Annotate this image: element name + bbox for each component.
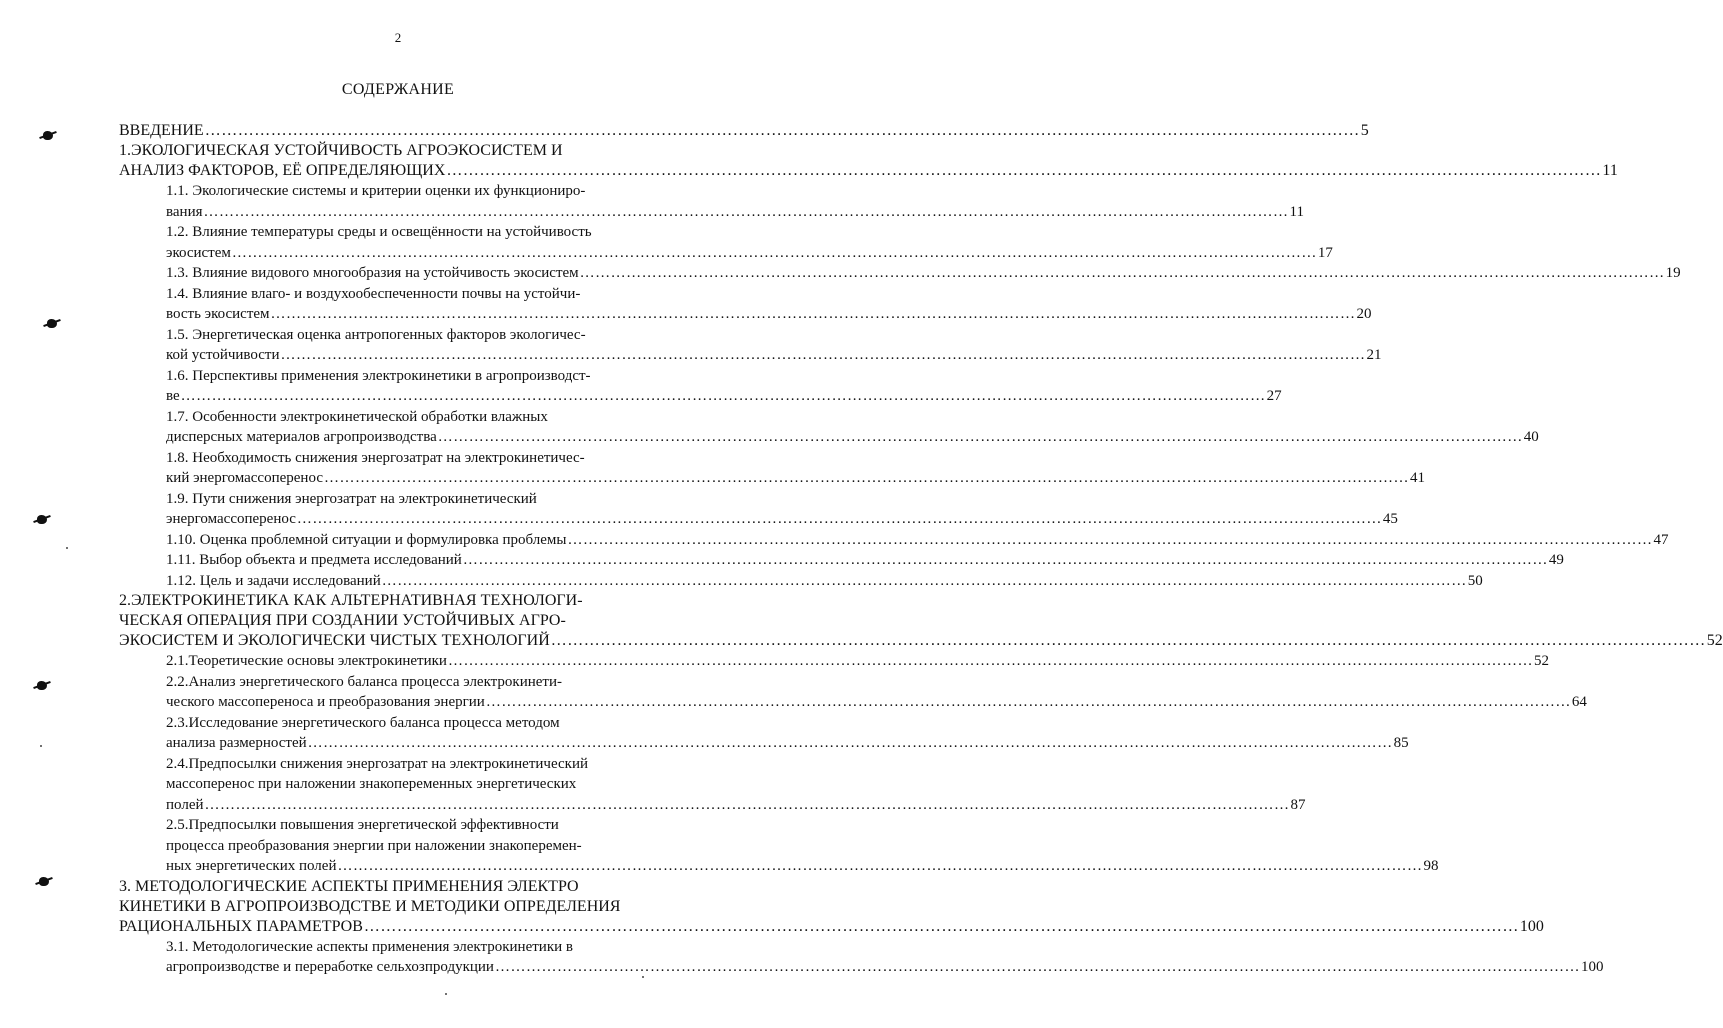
toc-subsection xyxy=(166,407,1539,448)
toc-entry-line: кой устойчивости xyxy=(166,347,280,363)
toc-entry-row xyxy=(166,304,1372,325)
toc-page-number: 45 xyxy=(1382,511,1398,527)
toc-entry-line: 1.9. Пути снижения энергозатрат на электрокинетический xyxy=(166,490,537,507)
toc-subsection xyxy=(166,222,1333,263)
dot-leader: ………………………………………………………………………………………………………………………………………………………………………………………… xyxy=(567,531,1653,548)
dot-leader: ………………………………………………………………………………………………………………………………………………………………………………………… xyxy=(323,470,1409,486)
toc-entry-row xyxy=(166,509,1398,530)
toc-subsection xyxy=(166,651,1549,672)
toc-entry-line: ЧЕСКАЯ ОПЕРАЦИЯ ПРИ СОЗДАНИИ УСТОЙЧИВЫХ АГРО- xyxy=(119,612,566,629)
toc-entry-line: 3. МЕТОДОЛОГИЧЕСКИЕ АСПЕКТЫ ПРИМЕНЕНИЯ ЭЛЕКТРО xyxy=(119,877,579,895)
table-of-contents xyxy=(119,121,1723,978)
toc-page-number: 11 xyxy=(1602,162,1618,179)
dot-leader: ………………………………………………………………………………………………………………………………………………………………………………………… xyxy=(204,122,1360,139)
dot-leader: ………………………………………………………………………………………………………………………………………………………………………………………… xyxy=(494,959,1580,975)
dot-leader: ………………………………………………………………………………………………………………………………………………………………………………………… xyxy=(437,429,1523,445)
toc-subsection xyxy=(166,713,1409,754)
toc-subsection xyxy=(166,571,1483,592)
scan-speck xyxy=(37,515,47,524)
dot-leader: ………………………………………………………………………………………………………………………………………………………………………………………… xyxy=(337,858,1423,874)
toc-entry-line: АНАЛИЗ ФАКТОРОВ, ЕЁ ОПРЕДЕЛЯЮЩИХ xyxy=(119,162,446,179)
toc-entry-line: 1.2. Влияние температуры среды и освещённости на устойчивость xyxy=(166,224,592,240)
toc-entry-row xyxy=(166,957,1604,978)
toc-subsection xyxy=(166,284,1372,325)
dot-leader: ………………………………………………………………………………………………………………………………………………………………………………………… xyxy=(447,653,1533,669)
toc-page-number: 49 xyxy=(1548,552,1564,568)
dot-leader: ………………………………………………………………………………………………………………………………………………………………………………………… xyxy=(180,388,1266,404)
toc-section xyxy=(119,877,1544,937)
toc-entry-row xyxy=(166,856,1439,877)
toc-entry-row xyxy=(166,263,1681,284)
toc-subsection xyxy=(166,754,1306,816)
toc-entry-line: ЭКОСИСТЕМ И ЭКОЛОГИЧЕСКИ ЧИСТЫХ ТЕХНОЛОГИЙ xyxy=(119,632,550,649)
toc-entry-row xyxy=(166,202,1304,223)
toc-entry-line: 2.ЭЛЕКТРОКИНЕТИКА КАК АЛЬТЕРНАТИВНАЯ ТЕХНОЛОГИ- xyxy=(119,592,583,609)
toc-page-number: 17 xyxy=(1317,244,1333,261)
dot-leader: ………………………………………………………………………………………………………………………………………………………………………………………… xyxy=(270,306,1356,322)
dot-leader: ………………………………………………………………………………………………………………………………………………………………………………………… xyxy=(550,632,1706,649)
toc-page-number: 100 xyxy=(1580,959,1604,975)
toc-entry-line: экосистем xyxy=(166,244,231,261)
dot-leader: ………………………………………………………………………………………………………………………………………………………………………………………… xyxy=(462,552,1548,568)
toc-entry-line: 1.11. Выбор объекта и предмета исследований xyxy=(166,552,462,568)
toc-subsection xyxy=(166,325,1382,366)
toc-subsection xyxy=(166,530,1669,551)
dot-leader: ………………………………………………………………………………………………………………………………………………………………………………………… xyxy=(280,347,1366,363)
toc-page-number: 27 xyxy=(1266,388,1282,404)
dot-leader: ………………………………………………………………………………………………………………………………………………………………………………………… xyxy=(485,694,1571,710)
toc-page-number: 85 xyxy=(1393,735,1409,751)
toc-subsection xyxy=(166,181,1304,222)
toc-entry-line: 1.ЭКОЛОГИЧЕСКАЯ УСТОЙЧИВОСТЬ АГРОЭКОСИСТЕМ И xyxy=(119,142,563,159)
toc-subsection xyxy=(166,448,1425,489)
toc-entry-line: 2.1.Теоретические основы электрокинетики xyxy=(166,653,447,669)
toc-page-number: 47 xyxy=(1653,531,1669,548)
dot-leader: ………………………………………………………………………………………………………………………………………………………………………………………… xyxy=(446,162,1602,179)
toc-entry-row xyxy=(166,733,1409,754)
toc-page-number: 87 xyxy=(1290,796,1306,813)
dot-leader: ………………………………………………………………………………………………………………………………………………………………………………………… xyxy=(363,917,1519,935)
scan-speck xyxy=(37,681,47,690)
toc-entry-line: вость экосистем xyxy=(166,306,270,322)
toc-entry-line: 1.1. Экологические системы и критерии оценки их функциониро- xyxy=(166,183,586,199)
toc-entry-line: 1.10. Оценка проблемной ситуации и формулировка проблемы xyxy=(166,531,567,548)
toc-entry-line: 1.12. Цель и задачи исследований xyxy=(166,572,381,589)
toc-entry-line: массоперенос при наложении знакопеременных энергетических xyxy=(166,776,577,792)
toc-entry-line: 1.3. Влияние видового многообразия на устойчивость экосистем xyxy=(166,265,579,281)
toc-entry-row xyxy=(119,121,1369,141)
toc-entry-row xyxy=(166,386,1282,407)
toc-page-number: 100 xyxy=(1519,917,1544,935)
toc-entry-row xyxy=(119,161,1618,181)
toc-entry-line: 1.4. Влияние влаго- и воздухообеспеченности почвы на устойчи- xyxy=(166,285,581,302)
toc-entry-line: 1.5. Энергетическая оценка антропогенных факторов экологичес- xyxy=(166,326,586,343)
toc-page-number: 41 xyxy=(1409,470,1425,486)
toc-entry-line: агропроизводстве и переработке сельхозпродукции xyxy=(166,959,494,975)
toc-entry-row xyxy=(166,345,1382,366)
dot-leader: ………………………………………………………………………………………………………………………………………………………………………………………… xyxy=(231,244,1317,261)
toc-entry-line: 2.2.Анализ энергетического баланса процесса электрокинети- xyxy=(166,673,562,690)
dot-leader: ………………………………………………………………………………………………………………………………………………………………………………………… xyxy=(203,203,1289,220)
toc-entry-row xyxy=(166,427,1539,448)
toc-subsection xyxy=(166,937,1604,978)
scan-dot xyxy=(445,993,447,995)
toc-section xyxy=(119,591,1723,651)
toc-entry-line: ве xyxy=(166,388,180,404)
toc-section xyxy=(119,141,1618,181)
toc-page-number: 11 xyxy=(1289,203,1304,220)
toc-page-number: 64 xyxy=(1571,694,1587,710)
toc-entry-line: 2.5.Предпосылки повышения энергетической эффективности xyxy=(166,817,559,833)
toc-subsection xyxy=(166,550,1564,571)
toc-entry-row xyxy=(166,651,1549,672)
toc-section xyxy=(119,121,1369,141)
toc-subsection xyxy=(166,815,1439,877)
toc-entry-row xyxy=(166,571,1483,592)
toc-page-number: 21 xyxy=(1366,347,1382,363)
dot-leader: ………………………………………………………………………………………………………………………………………………………………………………………… xyxy=(307,735,1393,751)
toc-entry-line: процесса преобразования энергии при наложении знакоперемен- xyxy=(166,837,582,854)
toc-entry-line: РАЦИОНАЛЬНЫХ ПАРАМЕТРОВ xyxy=(119,917,363,935)
dot-leader: ………………………………………………………………………………………………………………………………………………………………………………………… xyxy=(381,572,1467,589)
toc-entry-line: 1.7. Особенности электрокинетической обработки влажных xyxy=(166,408,548,425)
toc-entry-line: КИНЕТИКИ В АГРОПРОИЗВОДСТВЕ И МЕТОДИКИ ОПРЕДЕЛЕНИЯ xyxy=(119,897,621,915)
toc-page-number: 19 xyxy=(1665,265,1681,281)
toc-entry-line: ных энергетических полей xyxy=(166,858,337,874)
scan-dot xyxy=(40,745,42,747)
toc-entry-row xyxy=(119,631,1723,651)
toc-entry-line: 2.3.Исследование энергетического баланса процесса методом xyxy=(166,714,560,731)
dot-leader: ………………………………………………………………………………………………………………………………………………………………………………………… xyxy=(296,511,1382,527)
toc-entry-line: анализа размерностей xyxy=(166,735,307,751)
scan-speck xyxy=(39,877,49,886)
dot-leader: ………………………………………………………………………………………………………………………………………………………………………………………… xyxy=(204,796,1290,813)
toc-subsection xyxy=(166,489,1398,530)
toc-entry-row xyxy=(166,692,1587,713)
toc-page-number: 5 xyxy=(1360,122,1369,139)
toc-page-number: 50 xyxy=(1467,572,1483,589)
toc-page-number: 98 xyxy=(1423,858,1439,874)
toc-subsection xyxy=(166,366,1282,407)
toc-entry-line: ческого массопереноса и преобразования энергии xyxy=(166,694,485,710)
toc-entry-line: полей xyxy=(166,796,204,813)
toc-entry-line: 2.4.Предпосылки снижения энергозатрат на электрокинетический xyxy=(166,755,588,772)
toc-subsection xyxy=(166,263,1681,284)
toc-entry-row xyxy=(166,795,1306,816)
scan-speck xyxy=(47,319,57,328)
toc-entry-row xyxy=(166,243,1333,264)
scan-dot xyxy=(642,976,644,978)
dot-leader: ………………………………………………………………………………………………………………………………………………………………………………………… xyxy=(579,265,1665,281)
toc-page-number: 52 xyxy=(1706,632,1723,649)
toc-entry-line: 1.8. Необходимость снижения энергозатрат на электрокинетичес- xyxy=(166,449,585,466)
toc-entry-line: ВВЕДЕНИЕ xyxy=(119,122,204,139)
scan-speck xyxy=(43,131,53,140)
toc-entry-row xyxy=(166,468,1425,489)
toc-page-number: 20 xyxy=(1356,306,1372,322)
toc-entry-line: энергомассоперенос xyxy=(166,511,296,527)
toc-entry-line: 3.1. Методологические аспекты применения электрокинетики в xyxy=(166,938,573,955)
page-number: 2 xyxy=(394,30,402,45)
scan-dot xyxy=(66,547,68,549)
toc-entry-line: 1.6. Перспективы применения электрокинетики в агропроизводст- xyxy=(166,367,591,384)
toc-entry-row xyxy=(166,550,1564,571)
toc-page-number: 40 xyxy=(1523,429,1539,445)
page-title: СОДЕРЖАНИЕ xyxy=(341,81,455,98)
toc-entry-line: вания xyxy=(166,203,203,220)
toc-page-number: 52 xyxy=(1533,653,1549,669)
toc-entry-line: дисперсных материалов агропроизводства xyxy=(166,429,437,445)
toc-entry-line: кий энергомассоперенос xyxy=(166,470,323,486)
toc-entry-row xyxy=(119,917,1544,937)
toc-entry-row xyxy=(166,530,1669,551)
toc-subsection xyxy=(166,672,1587,713)
